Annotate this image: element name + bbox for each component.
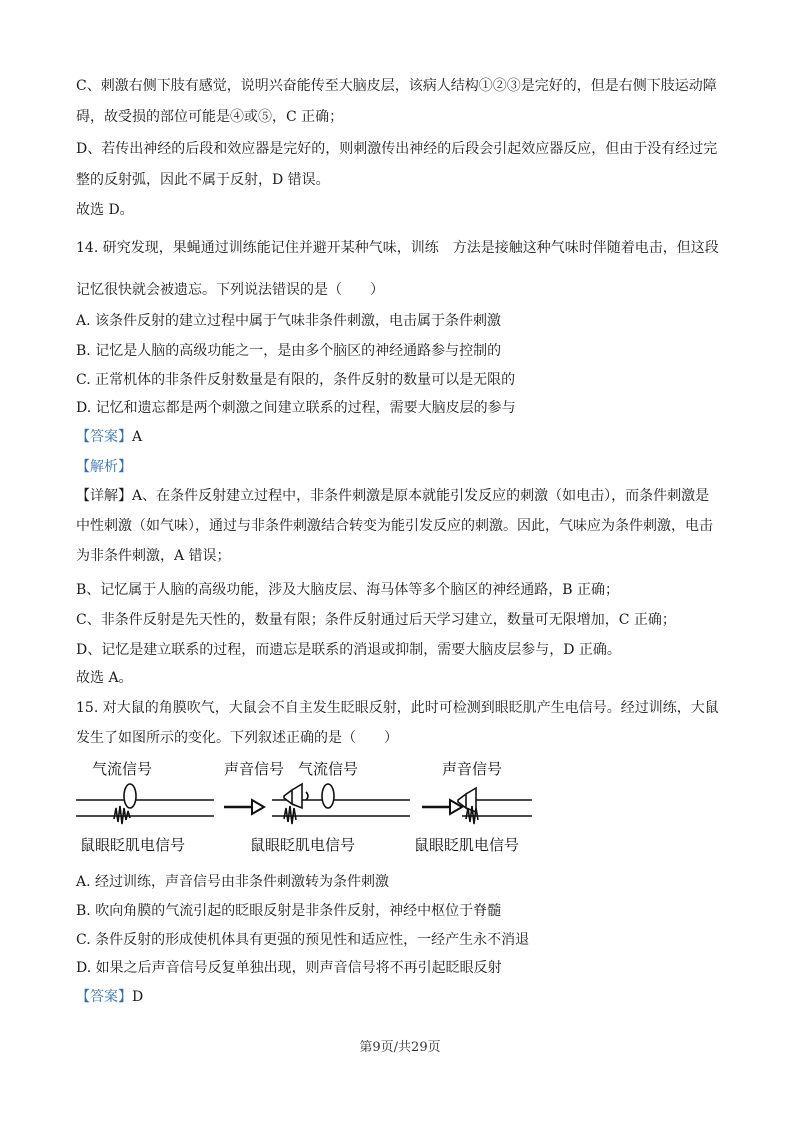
panel3-bottom-label: 鼠眼眨肌电信号: [414, 836, 520, 854]
answer-line: [76, 987, 736, 1007]
text-line: 整的反射弧，因此不属于反射，D 错误。: [76, 172, 330, 188]
panel2-bottom-label: 鼠眼眨肌电信号: [250, 836, 356, 854]
question-14-stem: 记忆很快就会被遗忘。下列说法错误的是（ ）: [76, 282, 384, 298]
answer-value: A: [132, 429, 143, 445]
option-d: D. 如果之后声音信号反复单独出现，则声音信号将不再引起眨眼反射: [76, 960, 502, 976]
conditioning-figure: [70, 756, 540, 866]
detail-line: C、非条件反射是先天性的，数量有限；条件反射通过后天学习建立，数量可无限增加，C 正确；: [76, 612, 676, 628]
text-line: 碍，故受损的部位可能是④或⑤，C 正确；: [76, 109, 344, 125]
arrow1-head: [252, 800, 264, 814]
detail-line: 为非条件刺激，A 错误；: [76, 548, 231, 564]
option-c: C. 条件反射的形成使机体具有更强的预见性和适应性，一经产生永不消退: [76, 932, 530, 948]
panel2-air-signal: [322, 784, 334, 808]
panel1-air-signal: [124, 784, 136, 808]
question-14-stem: 14. 研究发现，果蝇通过训练能记住并避开某种气味，训练 方法是接触这种气味时伴随着电击，但这段: [76, 240, 719, 256]
option-b: B. 吹向角膜的气流引起的眨眼反射是非条件反射，神经中枢位于脊髓: [76, 903, 502, 919]
option-c: C. 正常机体的非条件反射数量是有限的，条件反射的数量可以是无限的: [76, 372, 516, 388]
panel2-speaker: [284, 784, 302, 808]
option-b: B. 记忆是人脑的高级功能之一，是由多个脑区的神经通路参与控制的: [76, 343, 502, 359]
answer-tag: 【答案】: [76, 989, 132, 1005]
panel2-sound-label: 声音信号: [224, 760, 285, 778]
detail-text: A、在条件反射建立过程中，非条件刺激是原本就能引发反应的刺激（如电击），而条件刺激是: [132, 488, 710, 504]
analysis-line: [76, 457, 736, 477]
panel3-top-label: 声音信号: [442, 760, 503, 778]
panel1-top-label: 气流信号: [92, 760, 153, 778]
conclusion-line: 故选 A。: [76, 670, 133, 686]
text-line: 故选 D。: [76, 202, 134, 218]
panel2-emg-trace: [284, 806, 296, 824]
text-line: C、刺激右侧下肢有感觉，说明兴奋能传至大脑皮层，该病人结构①②③是完好的，但是右侧下肢运动障: [76, 78, 717, 94]
option-a: A. 该条件反射的建立过程中属于气味非条件刺激，电击属于条件刺激: [76, 313, 502, 329]
panel1-bottom-label: 鼠眼眨肌电信号: [80, 836, 186, 854]
panel2-sound-wave: [306, 792, 308, 800]
question-15-stem: 15. 对大鼠的角膜吹气，大鼠会不自主发生眨眼反射，此时可检测到眼眨肌产生电信号。经过训练，大鼠: [76, 700, 719, 716]
answer-value: D: [132, 989, 144, 1005]
panel2-air-label: 气流信号: [298, 760, 359, 778]
panel3-emg-trace: [466, 806, 478, 824]
panel1-emg-trace: [114, 806, 130, 824]
option-d: D. 记忆和遗忘都是两个刺激之间建立联系的过程，需要大脑皮层的参与: [76, 400, 516, 416]
detail-line: B、记忆属于人脑的高级功能，涉及大脑皮层、海马体等多个脑区的神经通路，B 正确；: [76, 582, 620, 598]
answer-line: [76, 427, 736, 447]
detail-tag: 【详解】: [76, 488, 132, 504]
text-line: D、若传出神经的后段和效应器是完好的，则刺激传出神经的后段会引起效应器反应，但由于没有经过完: [76, 141, 718, 157]
detail-line: [76, 486, 736, 506]
analysis-tag: 【解析】: [76, 459, 132, 475]
option-a: A. 经过训练，声音信号由非条件刺激转为条件刺激: [76, 874, 390, 890]
detail-line: D、记忆是建立联系的过程，而遗忘是联系的消退或抑制，需要大脑皮层参与，D 正确。: [76, 642, 621, 658]
question-15-stem: 发生了如图所示的变化。下列叙述正确的是（ ）: [76, 730, 398, 746]
answer-tag: 【答案】: [76, 429, 132, 445]
detail-line: 中性刺激（如气味），通过与非条件刺激结合转变为能引发反应的刺激。因此，气味应为条件刺激，电击: [76, 518, 713, 534]
page-number: 第9页/共29页: [359, 1040, 441, 1055]
